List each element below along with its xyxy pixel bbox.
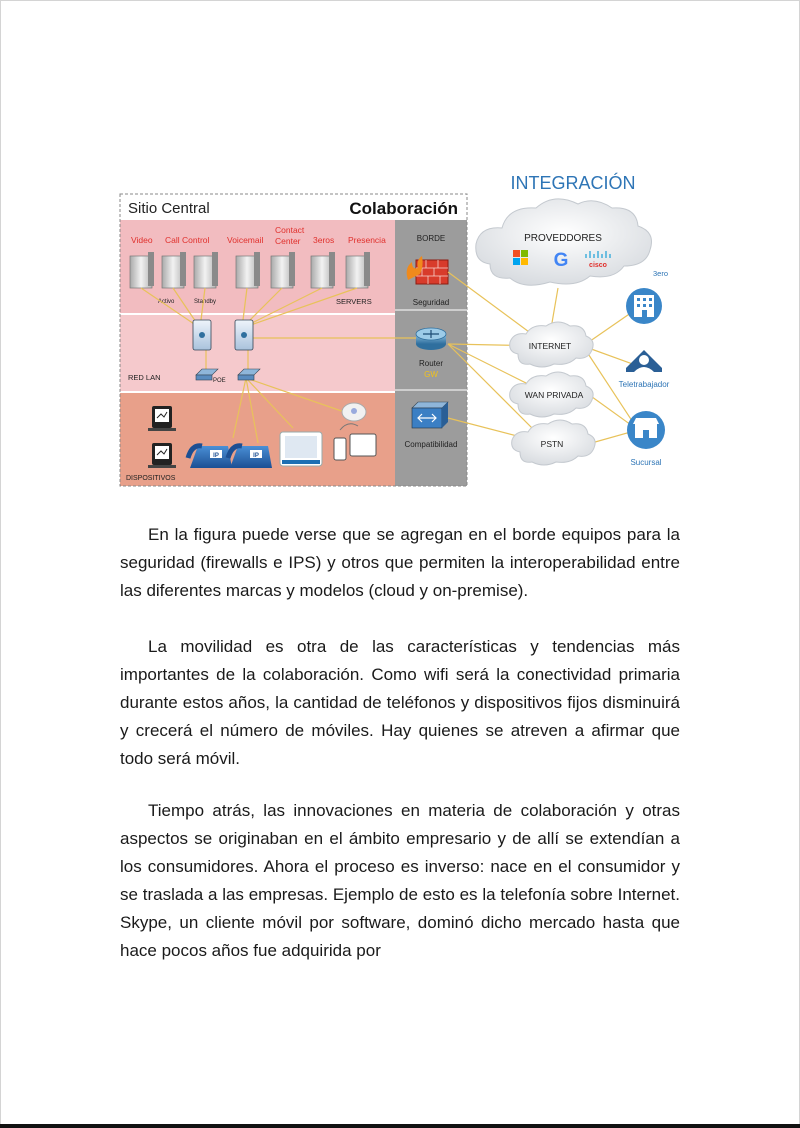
svg-text:cisco: cisco	[589, 262, 607, 269]
borde-label: BORDE	[416, 234, 446, 243]
building-icon	[626, 288, 662, 324]
contact-center-label-1: Contact	[275, 225, 305, 235]
svg-text:IP: IP	[213, 453, 219, 459]
svg-text:IP: IP	[253, 453, 259, 459]
compatibility-gateway-icon	[412, 402, 448, 428]
server-icon	[271, 252, 295, 288]
remote-worker-icon	[626, 350, 662, 372]
call-control-label: Call Control	[165, 235, 210, 245]
compatibilidad-label: Compatibilidad	[404, 440, 458, 449]
dispositivos-label: DISPOSITIVOS	[126, 475, 176, 482]
poe-label: POE	[213, 378, 226, 384]
router-label: Router	[418, 359, 444, 368]
paragraph-innovaciones: Tiempo atrás, las innovaciones en materia de colaboración y otras aspectos se originaban en el ámbito empresario y de allí se extendían a los consumidores. Ahora el proceso es inverso: nace en el consumidor y se traslada a las empresas. Ejemplo de esto es la telefonía sobre Internet. Skype, un cliente móvil por software, dominó dicho mercado hasta que hace pocos años fue adquirida por	[120, 801, 680, 960]
proveedores-label: PROVEDDORES	[524, 233, 602, 244]
server-icon	[311, 252, 335, 288]
gw-label: GW	[424, 370, 438, 379]
router-icon	[416, 328, 446, 350]
ip-phone-icon	[188, 446, 232, 468]
lan-switch-icon	[235, 320, 253, 350]
servers-label: SERVERS	[336, 297, 372, 306]
seguridad-label: Seguridad	[412, 298, 450, 307]
collaboration-architecture-figure	[118, 168, 684, 490]
store-icon	[627, 411, 665, 449]
google-logo-icon: G	[553, 250, 569, 271]
video-label: Video	[131, 235, 153, 245]
server-icon	[194, 252, 218, 288]
paragraph-movilidad: La movilidad es otra de las características y tendencias más importantes de la colaboración. Como wifi será la conectividad primaria durante estos años, la cantidad de teléfonos y dispositivos fijos disminuirá y crecerá el número de móviles. Hay quienes se atreven a afirmar que todo será móvil.	[120, 637, 680, 768]
server-racks	[130, 252, 370, 288]
voicemail-label: Voicemail	[227, 235, 264, 245]
internet-label: INTERNET	[528, 341, 572, 351]
server-icon	[346, 252, 370, 288]
contact-center-label-2: Center	[275, 236, 301, 246]
server-icon	[162, 252, 186, 288]
integracion-title: INTEGRACIÓN	[510, 173, 636, 193]
ip-phone-icon	[228, 446, 272, 468]
lan-zone	[120, 314, 395, 392]
pstn-label: PSTN	[540, 439, 564, 449]
wan-privada-label: WAN PRIVADA	[524, 390, 584, 400]
lan-switch-icon	[193, 320, 211, 350]
tercero-label: 3ero	[653, 269, 669, 278]
paragraph-borde: En la figura puede verse que se agregan en el borde equipos para la seguridad (firewalls e IPS) y otros que permiten la interoperabilidad entre las diferentes marcas y modelos (cloud y on-premise).	[120, 525, 680, 600]
presencia-label: Presencia	[348, 235, 386, 245]
server-icon	[236, 252, 260, 288]
activo-label: Activo	[158, 299, 175, 305]
colaboracion-label: Colaboración	[349, 199, 458, 218]
sucursal-label: Sucursal	[630, 458, 662, 467]
red-lan-label: RED LAN	[128, 373, 161, 382]
standby-label: Standby	[194, 299, 217, 305]
server-icon	[130, 252, 154, 288]
page-bottom-bar	[0, 1124, 800, 1128]
teletrabajador-label: Teletrabajador	[618, 380, 670, 389]
video-screen-icon	[280, 432, 322, 466]
sitio-central-label: Sitio Central	[128, 200, 210, 217]
terceros-label: 3eros	[313, 235, 335, 245]
wifi-access-point-icon	[342, 403, 366, 421]
